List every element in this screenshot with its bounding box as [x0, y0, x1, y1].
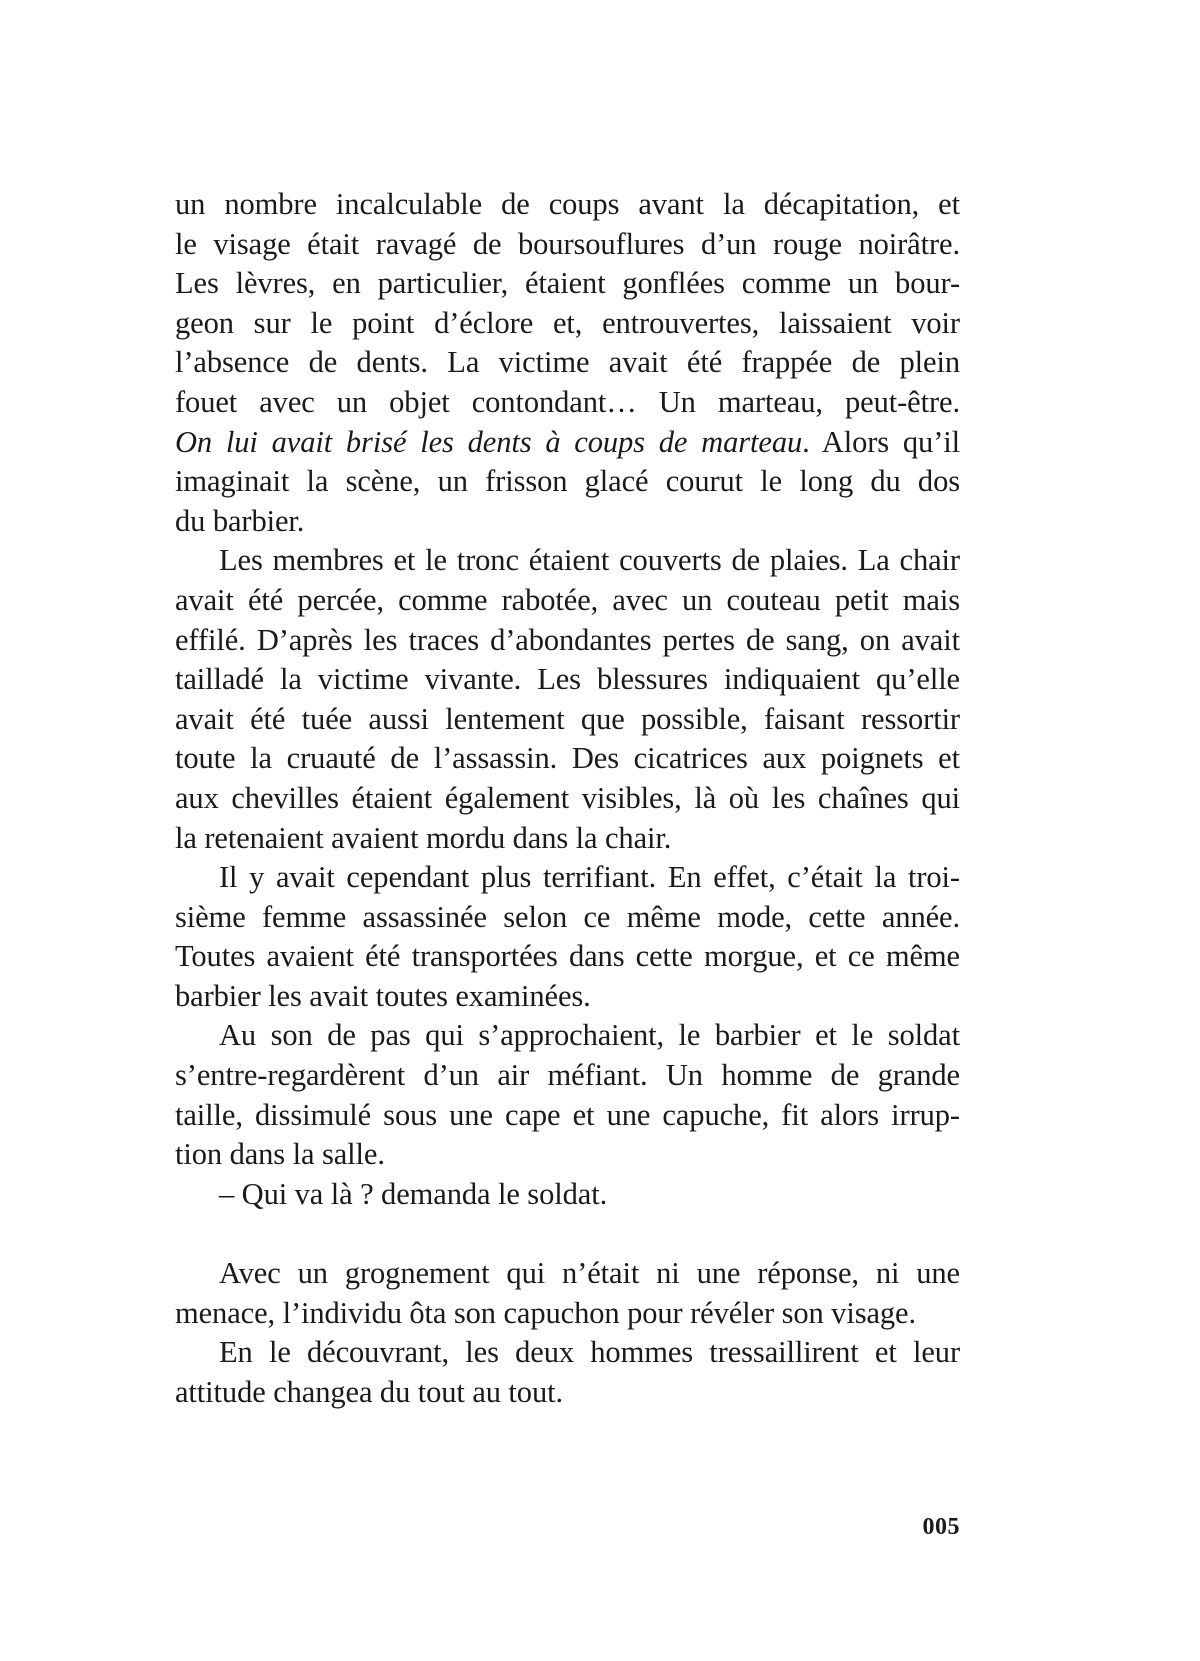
text-line: [175, 541, 960, 581]
text-segment: avait été tuée aussi lentement que possible, faisant ressortir: [175, 701, 960, 736]
text-segment: Il y avait cependant plus terrifiant. En effet, c’était la troi-: [219, 860, 960, 895]
section-break: [175, 1214, 960, 1254]
text-line: [175, 1016, 960, 1056]
text-segment: la retenaient avaient mordu dans la chair.: [175, 820, 672, 855]
paragraph: [175, 541, 960, 858]
text-segment: En le découvrant, les deux hommes tressaillirent et leur: [219, 1335, 960, 1370]
text-segment: geon sur le point d’éclore et, entrouvertes, laissaient voir: [175, 305, 960, 340]
text-segment: imaginait la scène, un frisson glacé courut le long du dos: [175, 464, 960, 499]
text-line: [175, 1096, 960, 1136]
text-segment: – Qui va là ? demanda le soldat.: [219, 1176, 608, 1211]
text-line: [175, 977, 960, 1017]
text-line: [175, 343, 960, 383]
text-line: [175, 1294, 960, 1334]
text-line: [175, 462, 960, 502]
text-line: [175, 383, 960, 423]
text-segment: attitude changea du tout au tout.: [175, 1374, 564, 1409]
text-line: [175, 185, 960, 225]
text-segment: aux chevilles étaient également visibles, là où les chaînes qui: [175, 780, 960, 815]
paragraph: [175, 1333, 960, 1412]
text-line: [175, 858, 960, 898]
text-line: [175, 1333, 960, 1373]
paragraph: [175, 1016, 960, 1174]
text-line: [175, 1056, 960, 1096]
text-segment: le visage était ravagé de boursouflures d’un rouge noirâtre.: [175, 226, 960, 261]
text-line: [175, 1254, 960, 1294]
text-line: [175, 1373, 960, 1413]
text-segment: tion dans la salle.: [175, 1137, 385, 1172]
text-line: [175, 1175, 960, 1215]
text-line: [175, 621, 960, 661]
text-segment: Les membres et le tronc étaient couverts de plaies. La chair: [219, 543, 960, 578]
paragraph: [175, 185, 960, 541]
text-line: [175, 423, 960, 463]
text-line: [175, 304, 960, 344]
text-line: [175, 1135, 960, 1175]
text-segment: barbier les avait toutes examinées.: [175, 978, 591, 1013]
page-number: 005: [922, 1514, 960, 1540]
text-line: [175, 264, 960, 304]
text-line: [175, 225, 960, 265]
text-segment: du barbier.: [175, 503, 305, 538]
text-segment: l’absence de dents. La victime avait été frappée de plein: [175, 345, 960, 380]
text-segment: Au son de pas qui s’approchaient, le barbier et le soldat: [219, 1018, 960, 1053]
text-segment: fouet avec un objet contondant… Un marteau, peut-être.: [175, 384, 960, 419]
text-line: [175, 898, 960, 938]
text-segment: menace, l’individu ôta son capuchon pour révéler son visage.: [175, 1295, 917, 1330]
text-line: [175, 937, 960, 977]
text-line: [175, 502, 960, 542]
text-segment: s’entre-regardèrent d’un air méfiant. Un homme de grande: [175, 1058, 960, 1093]
text-line: [175, 660, 960, 700]
text-segment: Les lèvres, en particulier, étaient gonflées comme un bour-: [175, 266, 960, 301]
text-line: [175, 819, 960, 859]
text-segment: . Alors qu’il: [802, 424, 960, 459]
text-line: [175, 700, 960, 740]
text-line: [175, 581, 960, 621]
text-segment: avait été percée, comme rabotée, avec un couteau petit mais: [175, 582, 960, 617]
text-segment: taille, dissimulé sous une cape et une capuche, fit alors irrup-: [175, 1097, 960, 1132]
text-segment: tailladé la victime vivante. Les blessures indiquaient qu’elle: [175, 662, 960, 697]
text-segment: Avec un grognement qui n’était ni une réponse, ni une: [219, 1256, 960, 1291]
text-line: [175, 779, 960, 819]
paragraph: [175, 1175, 960, 1215]
text-segment: toute la cruauté de l’assassin. Des cicatrices aux poignets et: [175, 741, 960, 776]
paragraph: [175, 858, 960, 1016]
paragraph: [175, 1254, 960, 1333]
text-segment: sième femme assassinée selon ce même mode, cette année.: [175, 899, 960, 934]
text-line: [175, 739, 960, 779]
body-text: [175, 185, 960, 1412]
text-segment: Toutes avaient été transportées dans cette morgue, et ce même: [175, 939, 960, 974]
text-segment: un nombre incalculable de coups avant la décapitation, et: [175, 187, 960, 221]
italic-text: On lui avait brisé les dents à coups de marteau: [175, 424, 803, 459]
text-segment: effilé. D’après les traces d’abondantes pertes de sang, on avait: [175, 622, 960, 657]
